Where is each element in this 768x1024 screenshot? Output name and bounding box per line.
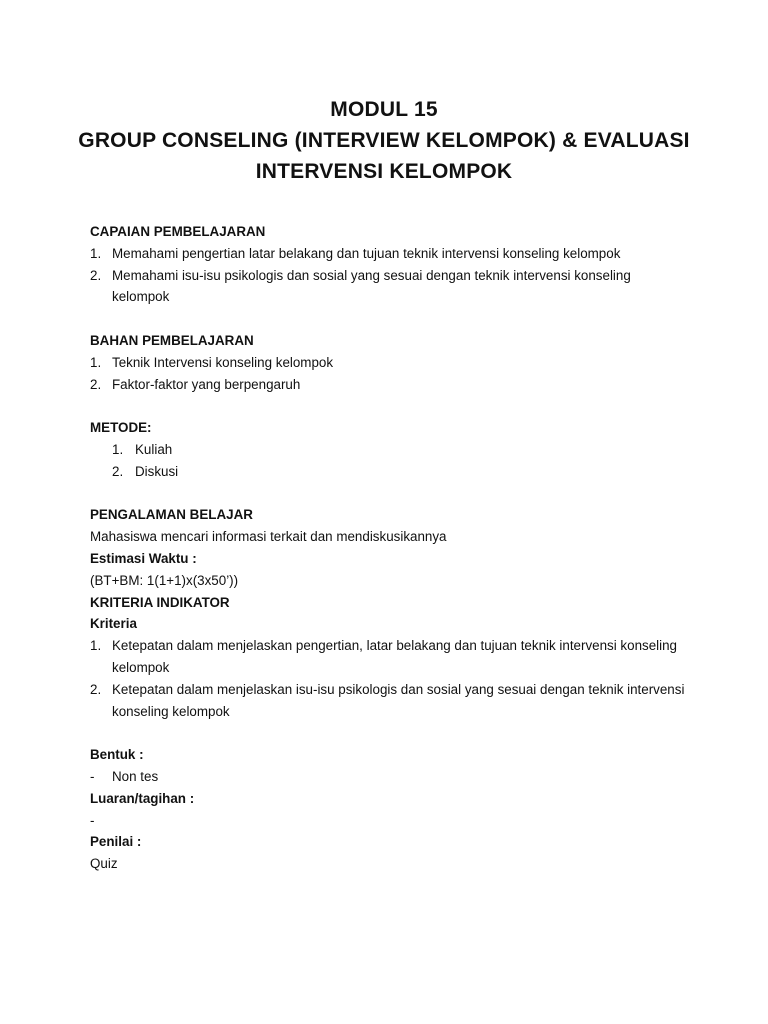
bentuk-item bbox=[90, 766, 690, 788]
pengalaman-heading: PENGALAMAN BELAJAR bbox=[90, 507, 253, 523]
luaran-text: - bbox=[90, 812, 95, 828]
capaian-list bbox=[90, 243, 690, 308]
list-text: Memahami pengertian latar belakang dan tujuan teknik intervensi konseling kelompok bbox=[112, 245, 621, 261]
list-number: 1. bbox=[90, 354, 102, 370]
kriteria-list bbox=[90, 635, 690, 722]
bentuk-dash: - bbox=[90, 768, 95, 784]
kriteria-subheading: Kriteria bbox=[90, 616, 137, 632]
list-text: Teknik Intervensi konseling kelompok bbox=[112, 354, 334, 370]
list-number: 2. bbox=[90, 376, 102, 392]
list-item bbox=[90, 243, 690, 265]
metode-list bbox=[90, 439, 690, 483]
estimasi-heading: Estimasi Waktu : bbox=[90, 550, 197, 566]
list-text: Memahami isu-isu psikologis dan sosial yang sesuai dengan teknik intervensi konseling kelompok bbox=[112, 267, 631, 305]
list-text: Ketepatan dalam menjelaskan isu-isu psikologis dan sosial yang sesuai dengan teknik intervensi konseling kelompok bbox=[112, 681, 685, 719]
list-number: 2. bbox=[112, 463, 124, 479]
list-item bbox=[90, 679, 690, 723]
list-number: 2. bbox=[90, 267, 102, 283]
list-item bbox=[90, 635, 690, 679]
module-title bbox=[0, 94, 768, 187]
luaran-heading: Luaran/tagihan : bbox=[90, 790, 195, 806]
list-text: Ketepatan dalam menjelaskan pengertian, latar belakang dan tujuan teknik intervensi konseling kelompok bbox=[112, 638, 678, 675]
list-number: 1. bbox=[112, 441, 124, 457]
capaian-heading: CAPAIAN PEMBELAJARAN bbox=[90, 224, 266, 239]
bentuk-text: Non tes bbox=[112, 768, 159, 784]
list-number: 1. bbox=[90, 638, 102, 654]
penilai-heading: Penilai : bbox=[90, 834, 142, 850]
document-body bbox=[90, 221, 690, 875]
title-line-1: MODUL 15 bbox=[330, 98, 438, 121]
list-text: Faktor-faktor yang berpengaruh bbox=[112, 376, 301, 392]
bahan-list bbox=[90, 352, 690, 396]
bahan-heading: BAHAN PEMBELAJARAN bbox=[90, 332, 254, 348]
list-text: Diskusi bbox=[135, 463, 179, 479]
list-item bbox=[90, 439, 690, 461]
title-line-2: GROUP CONSELING (INTERVIEW KELOMPOK) & EVALUASI bbox=[78, 129, 690, 152]
list-item bbox=[90, 374, 690, 396]
list-number: 1. bbox=[90, 245, 102, 261]
penilai-text: Quiz bbox=[90, 856, 118, 872]
kriteria-indikator-heading: KRITERIA INDIKATOR bbox=[90, 594, 230, 610]
metode-heading: METODE: bbox=[90, 420, 152, 436]
title-line-3: INTERVENSI KELOMPOK bbox=[255, 160, 513, 183]
estimasi-text: (BT+BM: 1(1+1)x(3x50’)) bbox=[90, 572, 239, 588]
pengalaman-text: Mahasiswa mencari informasi terkait dan mendiskusikannya bbox=[90, 529, 447, 545]
list-number: 2. bbox=[90, 681, 102, 697]
list-item bbox=[90, 461, 690, 483]
list-item bbox=[90, 352, 690, 374]
list-text: Kuliah bbox=[135, 441, 173, 457]
bentuk-heading: Bentuk : bbox=[90, 747, 144, 763]
list-item bbox=[90, 265, 690, 309]
